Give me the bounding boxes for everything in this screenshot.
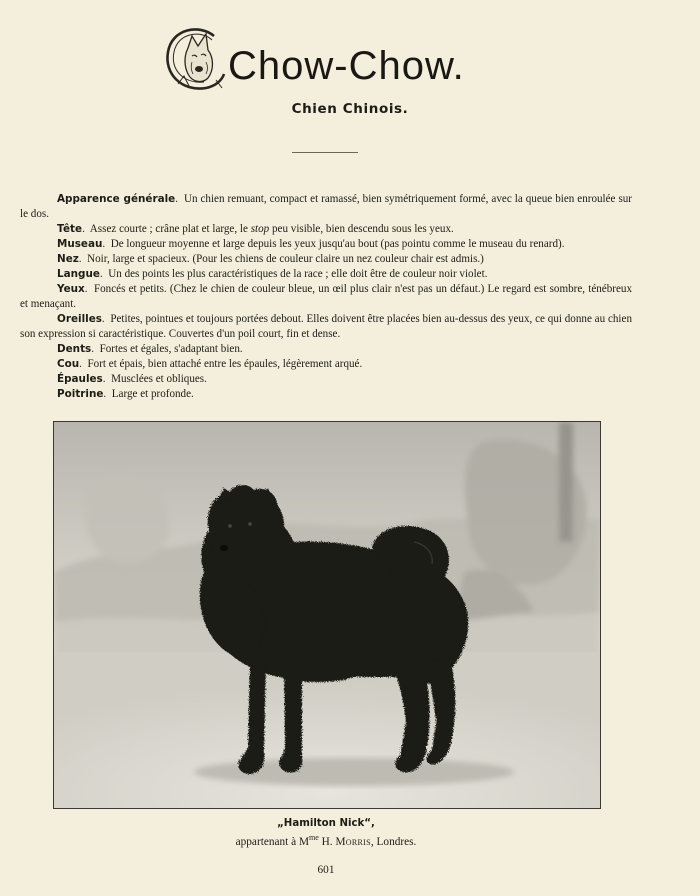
entry-term: Tête [57,223,83,235]
entry-term: Dents [57,343,92,355]
entry-text: Un des points les plus caractéristiques de la race ; elle doit être de couleur noir violet. [108,268,488,280]
standard-entry-oreilles: Oreilles. Petites, pointues et toujours portées debout. Elles doivent être placées bien au-dessus des yeux, ce qui donne au chien son expression si caractéristique. Couvertes d'un poil court, fin et dense. [20,313,632,340]
entry-text: Un chien remuant, compact et ramassé, bien symétriquement formé, avec la queue bien enroulée sur le dos. [20,193,633,220]
owner-surname: Morris [335,835,371,848]
entry-term: Langue [57,268,100,280]
owner-initial: H. [321,835,333,848]
photo-caption-owner [0,833,652,848]
standard-entry-cou: Cou. Fort et épais, bien attaché entre les épaules, légèrement arqué. [57,358,363,370]
owner-prefix: appartenant à M [235,835,310,848]
page-number: 601 [317,864,335,876]
dog-photograph [53,421,601,809]
standard-entry-langue: Langue. Un des points les plus caractéristiques de la race ; elle doit être de couleur noir violet. [57,268,488,280]
entry-text: peu visible, bien descendu sous les yeux. [271,223,454,235]
entry-text: Musclées et obliques. [111,373,207,385]
entry-term: Épaules [57,373,103,385]
breed-standard [20,192,632,402]
entry-text: Fort et épais, bien attaché entre les épaules, légèrement arqué. [87,358,363,370]
entry-text: Petites, pointues et toujours portées debout. Elles doivent être placées bien au-dessus des yeux, ce qui donne au chien son expression si caractéristique. Couvertes d'un poil court, fin et dense. [20,313,632,340]
standard-entry-yeux: Yeux. Foncés et petits. (Chez le chien de couleur bleue, un œil plus clair n'est pas un défaut.) Le regard est sombre, ténébreux et menaçant. [20,283,632,310]
entry-term: Cou [57,358,80,370]
standard-entry-museau: Museau. De longueur moyenne et large depuis les yeux jusqu'au bout (pas pointu comme le museau du renard). [57,238,565,250]
standard-entry-nez: Nez. Noir, large et spacieux. (Pour les chiens de couleur claire un nez couleur chair est admis.) [57,253,484,265]
entry-term: Museau [57,238,103,250]
entry-emphasis: stop [250,223,270,235]
entry-term: Oreilles [57,313,102,325]
photo-caption-name: „Hamilton Nick“, [277,818,375,829]
standard-entry-poitrine: Poitrine. Large et profonde. [57,388,194,400]
entry-text: De longueur moyenne et large depuis les yeux jusqu'au bout (pas pointu comme le museau du renard). [110,238,565,250]
entry-term: Yeux [57,283,85,295]
standard-entry-dents: Dents. Fortes et égales, s'adaptant bien. [57,343,243,355]
standard-entry-tete: Tête. Assez courte ; crâne plat et large, le stop peu visible, bien descendu sous les yeux. [57,223,454,235]
entry-text: Foncés et petits. (Chez le chien de couleur bleue, un œil plus clair n'est pas un défaut.) Le regard est sombre, ténébreux et menaçant. [20,283,632,310]
page-subtitle: Chien Chinois. [291,101,409,117]
entry-text: Noir, large et spacieux. (Pour les chiens de couleur claire un nez couleur chair est admis.) [87,253,484,265]
owner-city: , Londres. [370,835,417,848]
standard-entry-apparence: Apparence générale. Un chien remuant, compact et ramassé, bien symétriquement formé, avec la queue bien enroulée sur le dos. [20,193,633,220]
divider [292,152,358,153]
dog-head-initial-icon [162,22,232,92]
owner-title-sup: me [309,833,319,842]
entry-text: Assez courte ; crâne plat et large, le [89,223,248,235]
standard-entry-epaules: Épaules. Musclées et obliques. [57,373,207,385]
entry-text: Large et profonde. [111,388,194,400]
entry-term: Poitrine [57,388,104,400]
entry-text: Fortes et égales, s'adaptant bien. [99,343,243,355]
entry-term: Nez [57,253,79,265]
page-header [162,18,522,98]
entry-term: Apparence générale [57,193,176,205]
page-title: Chow-Chow. [228,44,465,88]
